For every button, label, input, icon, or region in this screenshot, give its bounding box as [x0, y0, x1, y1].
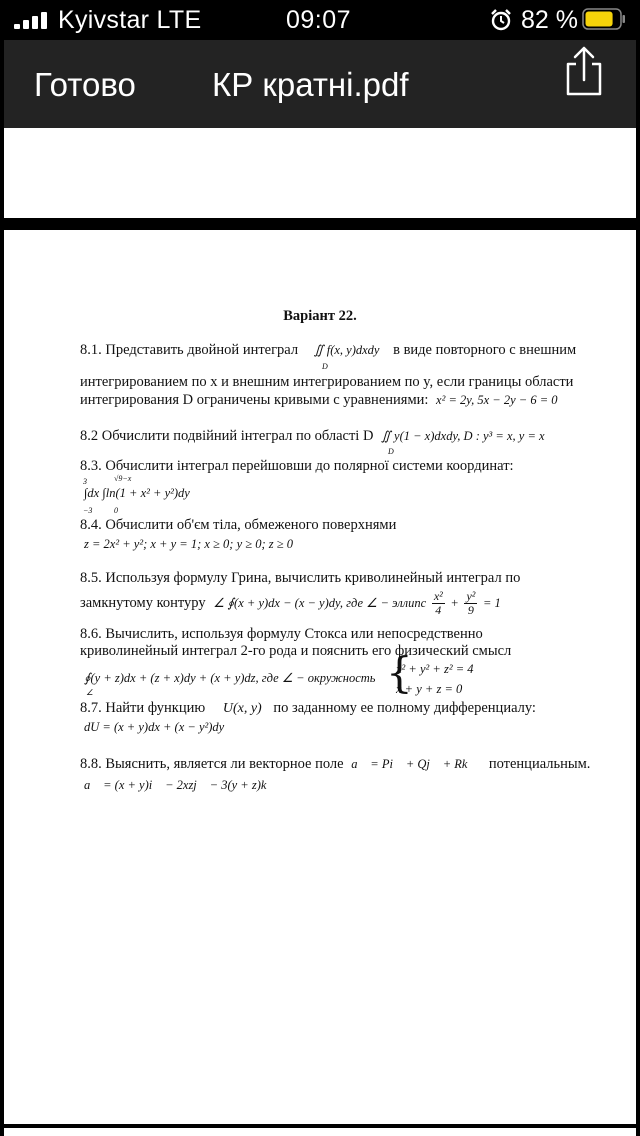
battery-icon: [582, 8, 626, 30]
problem-8-6-integral: ∮(y + z)dx + (z + x)dy + (x + y)dz, где ∠ − окружность: [84, 671, 376, 685]
problem-8-1-text-d: интегрирования D ограничены кривыми с уравнениями:: [80, 392, 429, 408]
problem-8-1-equations: x² = 2y, 5x − 2y − 6 = 0: [436, 393, 558, 407]
clock: 09:07: [286, 6, 352, 34]
pdf-page: Варіант 22. 8.1. Представить двойной интеграл ∬ f(x, y)dxdy в виде повторного с внешним D интегрированием по x и внешним интегрированием по y, если границы области интегрирования D ограничены кривыми с уравнениями: x² = 2y, 5x − 2y − 6 = 0 8.2 Обчислити подвійний інтеграл по області D ∬ y(1 − x)dxdy, D : y³ = x, y = x D 8.3. Обчислити інтеграл перейшовши до полярної системи координат: 3 √9−x ∫dx ∫ln(1 + x² + y²)dy −3 0 8.4. Обчислити об'єм тіла, обмеженого поверхнями z = 2x² + y²; x + y = 1; x ≥ 0; y ≥ 0; z ≥ 0 8.5. Используя формулу Грина, вычислить криволинейный интеграл по замкнутому контуру ∠ ∮(x + y)dx − (x − y)dy, где ∠ − эллипс $\frac{\text{x²}}{4}$ + $\frac{\text{y²}}{9}$ = 1 8.6. Вычислить, используя формулу Стокса или непосредственно криволинейный интеграл 2-го рода и пояснить его физический смысл ∮(y + z)dx + (z + x)dy + (x + y)dz, где ∠ − окружность ∠ { x² + y² + z² = 4 x + y + z = 0 8.7. Найти функцию U(x, y) по заданному ее полному дифференциалу: dU = (x + y)dx + (x − y²)dy 8.8. Выяснить, является ли векторное поле a⃗ = Pi⃗ + Qj⃗ + Rk⃗ потенциальным. a⃗ = (x + y)i⃗ − 2xzj⃗ − 3(y + z)k⃗: [4, 230, 636, 1124]
problem-8-8-line: [80, 756, 590, 773]
problem-8-1-text: 8.1. Представить двойной интеграл: [80, 342, 299, 358]
problem-8-3-line: 8.3. Обчислити інтеграл перейшовши до полярної системи координат:: [80, 458, 514, 474]
fraction-y-denominator: 9: [467, 603, 474, 617]
alarm-icon: [490, 9, 512, 31]
problem-8-5-fraction-y: [464, 590, 477, 617]
problem-8-3-upper-1: 3: [83, 477, 87, 486]
problem-8-7-line: [80, 700, 536, 717]
problem-8-2-domain: D: [388, 447, 394, 456]
fraction-y-numerator: y²: [466, 589, 476, 603]
pdf-viewer-header: [4, 40, 636, 128]
variant-title: Варіант 22.: [283, 308, 357, 324]
problem-8-4-line: 8.4. Обчислити об'єм тіла, обмеженого поверхнями: [80, 517, 397, 533]
fraction-x-numerator: x²: [433, 589, 443, 603]
problem-8-6-line-2: криволинейный интеграл 2-го рода и пояснить его физический смысл: [80, 643, 512, 659]
signal-icon: [14, 13, 50, 29]
pdf-page-next: [4, 1128, 636, 1136]
problem-8-8-field: a⃗ = Pi⃗ + Qj⃗ + Rk⃗: [351, 757, 478, 771]
system-equation-2: x + y + z = 0: [396, 682, 463, 696]
share-icon[interactable]: [562, 44, 606, 98]
problem-8-1-line-2: интегрированием по x и внешним интегрированием по y, если границы области: [80, 374, 574, 390]
problem-8-5-eq-tail: = 1: [483, 595, 501, 610]
problem-8-2-line: [80, 428, 545, 445]
done-button[interactable]: Готово: [34, 66, 136, 103]
problem-8-1-domain: D: [322, 362, 328, 371]
problem-8-3-lower-2: 0: [114, 506, 118, 515]
problem-8-2-text: 8.2 Обчислити подвійний інтеграл по області D: [80, 428, 374, 444]
problem-8-6-contour: ∠: [86, 688, 94, 697]
problem-8-1-text-b: в виде повторного с внешним: [393, 342, 577, 358]
status-bar: [0, 0, 640, 40]
problem-8-4-equations: z = 2x² + y²; x + y = 1; x ≥ 0; y ≥ 0; z ≥ 0: [84, 537, 293, 551]
problem-8-5-text-b: замкнутому контуру: [80, 594, 206, 611]
problem-8-7-text-b: по заданному ее полному дифференциалу:: [273, 700, 536, 716]
problem-8-6-line-1: 8.6. Вычислить, используя формулу Стокса или непосредственно: [80, 626, 483, 642]
problem-8-3-lower-1: −3: [83, 506, 93, 515]
problem-8-8-vector: a⃗ = (x + y)i⃗ − 2xzj⃗ − 3(y + z)k⃗: [84, 778, 277, 792]
problem-8-5-integral: ∠ ∮(x + y)dx − (x − y)dy, где ∠ − эллипс: [213, 595, 427, 610]
problem-8-8-text-b: потенциальным.: [488, 756, 591, 772]
system-equation-1: x² + y² + z² = 4: [396, 662, 474, 676]
problem-8-7-differential: dU = (x + y)dx + (x − y²)dy: [84, 720, 225, 734]
problem-8-7-text: 8.7. Найти функцию: [80, 700, 206, 716]
problem-8-3-upper-2: √9−x: [114, 474, 132, 483]
pdf-page-previous: [4, 128, 636, 218]
problem-8-1-integral: ∬ f(x, y)dxdy: [313, 343, 380, 357]
problem-8-3-integral: ∫dx ∫ln(1 + x² + y²)dy: [84, 486, 190, 500]
problem-8-5-line-1: 8.5. Используя формулу Грина, вычислить криволинейный интеграл по: [80, 570, 521, 586]
problem-8-2-integral: ∬ y(1 − x)dxdy, D : y³ = x, y = x: [381, 429, 545, 443]
document-title: КР кратні.pdf: [212, 66, 409, 103]
fraction-x-denominator: 4: [435, 603, 442, 617]
problem-8-5-line-2: замкнутому контуру ∠ ∮(x + y)dx − (x − y)dy, где ∠ − эллипс $\frac{\text{x²}}{4}$ + $\frac{\text{y²}}{9}$ = 1: [80, 589, 501, 617]
problem-8-1-line-1: [80, 342, 576, 359]
problem-8-1-line-3: [80, 392, 558, 409]
battery-percent: 82 %: [521, 6, 578, 34]
problem-8-7-function: U(x, y): [222, 701, 262, 716]
carrier-label: Kyivstar LTE: [58, 6, 202, 34]
problem-8-8-text: 8.8. Выяснить, является ли векторное поле: [80, 756, 344, 772]
problem-8-5-fraction-x: [432, 590, 445, 617]
